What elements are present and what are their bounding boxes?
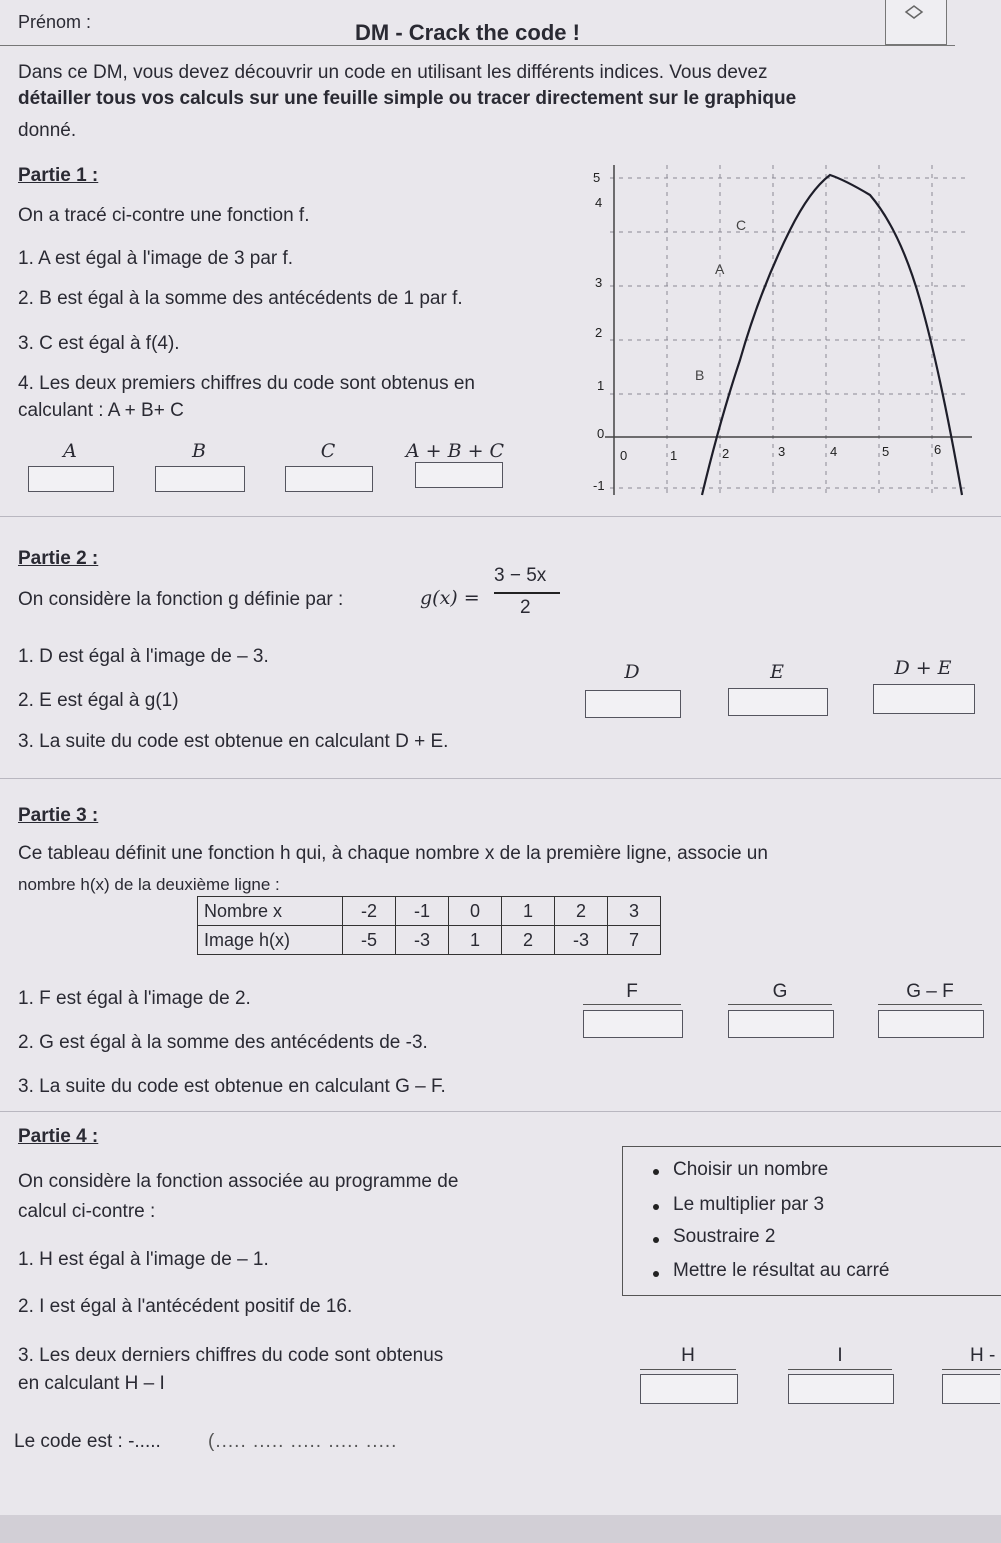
answer-box-h[interactable]	[640, 1374, 738, 1404]
code-blanks[interactable]: (..... ..... ..... ..... .....	[208, 1431, 398, 1452]
handwritten-point-labels	[695, 217, 746, 383]
label-underline-g	[728, 1004, 832, 1005]
answer-box-h-minus-i[interactable]	[942, 1374, 1000, 1404]
box-label-g-minus-f: G – F	[906, 981, 954, 1002]
part3-heading: Partie 3 :	[18, 805, 99, 826]
prenom-label: Prénom :	[18, 12, 92, 32]
part4-q3-line2: en calculant H – I	[18, 1373, 165, 1394]
table-cell: -5	[343, 926, 396, 955]
x-tick-labels	[620, 442, 941, 463]
x-tick-4: 4	[830, 444, 838, 459]
x-tick-6: 6	[934, 442, 942, 457]
section-divider-1	[0, 516, 1001, 517]
part3-statement-line2: nombre h(x) de la deuxième ligne :	[18, 875, 280, 894]
answer-box-g[interactable]	[728, 1010, 834, 1038]
table-row	[198, 926, 661, 955]
y-tick-neg1: -1	[593, 478, 605, 493]
program-step-2: Le multiplier par 3	[673, 1194, 825, 1215]
part4-statement-line2: calcul ci-contre :	[18, 1201, 156, 1222]
part2-q2: 2. E est égal à g(1)	[18, 690, 179, 711]
answer-box-d-plus-e[interactable]	[873, 684, 975, 714]
part1-q3: 3. C est égal à f(4).	[18, 333, 180, 354]
table-cell: -2	[343, 897, 396, 926]
part2-heading: Partie 2 :	[18, 548, 99, 569]
part2-q3: 3. La suite du code est obtenue en calculant D + E.	[18, 731, 449, 752]
table-cell: 7	[608, 926, 661, 955]
y-tick-0: 0	[597, 426, 605, 441]
section-divider-2	[0, 778, 1001, 779]
box-label-h-minus-i: H -	[970, 1345, 996, 1366]
calculation-program-box	[622, 1146, 1001, 1296]
table-cell: 2	[502, 926, 555, 955]
function-f-graph[interactable]	[560, 150, 980, 510]
part2-statement: On considère la fonction g définie par :	[18, 589, 344, 610]
program-step-4: Mettre le résultat au carré	[673, 1260, 890, 1281]
intro-line-1: Dans ce DM, vous devez découvrir un code en utilisant les différents indices. Vous devez	[18, 62, 768, 83]
x-tick-5: 5	[882, 444, 890, 459]
part1-q2: 2. B est égal à la somme des antécédents de 1 par f.	[18, 288, 463, 309]
answer-box-f[interactable]	[583, 1010, 683, 1038]
formula-denominator: 2	[520, 597, 531, 618]
part2-q1: 1. D est égal à l'image de – 3.	[18, 646, 269, 667]
box-label-f: F	[626, 981, 638, 1002]
x-tick-1: 1	[670, 448, 678, 463]
answer-box-g-minus-f[interactable]	[878, 1010, 984, 1038]
bullet	[653, 1237, 659, 1243]
part1-q4-line1: 4. Les deux premiers chiffres du code sont obtenus en	[18, 373, 475, 394]
code-label: Le code est : -.....	[14, 1431, 161, 1452]
table-cell-header: Nombre x	[198, 897, 343, 926]
y-tick-labels	[593, 170, 605, 493]
table-cell: -3	[396, 926, 449, 955]
x-tick-0: 0	[620, 448, 628, 463]
table-cell: 1	[502, 897, 555, 926]
page-bottom-shadow	[0, 1515, 1001, 1543]
graph-grid	[610, 165, 970, 495]
table-cell: -3	[555, 926, 608, 955]
function-h-table	[197, 896, 661, 955]
answer-box-abc[interactable]	[415, 462, 503, 488]
label-underline-h-minus-i	[942, 1369, 1001, 1370]
corner-logo	[885, 0, 947, 45]
formula-lhs: g(x) =	[420, 587, 480, 609]
label-underline-i	[788, 1369, 892, 1370]
part1-q4-line2: calculant : A + B+ C	[18, 400, 184, 421]
program-step-1: Choisir un nombre	[673, 1159, 829, 1180]
table-row	[198, 897, 661, 926]
part3-q2: 2. G est égal à la somme des antécédents de -3.	[18, 1032, 428, 1053]
point-label-b: B	[695, 367, 705, 383]
intro-line-2: détailler tous vos calculs sur une feuille simple ou tracer directement sur le graphique	[18, 88, 797, 109]
formula-numerator: 3 − 5x	[494, 565, 547, 586]
header-divider	[0, 45, 955, 46]
answer-box-a[interactable]	[28, 466, 114, 492]
point-label-c: C	[736, 217, 747, 233]
x-tick-3: 3	[778, 444, 786, 459]
page-title: DM - Crack the code !	[355, 20, 580, 45]
box-label-abc: A + B + C	[405, 440, 505, 462]
program-step-3: Soustraire 2	[673, 1226, 776, 1247]
y-tick-4: 4	[595, 195, 603, 210]
label-underline-h	[640, 1369, 736, 1370]
box-label-e: E	[770, 661, 784, 683]
box-label-h: H	[681, 1345, 695, 1366]
part1-heading: Partie 1 :	[18, 165, 99, 186]
part4-heading: Partie 4 :	[18, 1126, 99, 1147]
part4-q3-line1: 3. Les deux derniers chiffres du code sont obtenus	[18, 1345, 444, 1366]
label-underline-f	[583, 1004, 681, 1005]
table-cell: 0	[449, 897, 502, 926]
x-tick-2: 2	[722, 446, 730, 461]
part3-statement-line1: Ce tableau définit une fonction h qui, à chaque nombre x de la première ligne, associe un	[18, 843, 768, 864]
part4-q1: 1. H est égal à l'image de – 1.	[18, 1249, 269, 1270]
table-cell: 3	[608, 897, 661, 926]
part3-q3: 3. La suite du code est obtenue en calculant G – F.	[18, 1076, 446, 1097]
bullet	[653, 1204, 659, 1210]
box-label-g: G	[772, 981, 788, 1002]
y-tick-1: 1	[597, 378, 605, 393]
label-underline-g-minus-f	[878, 1004, 982, 1005]
box-label-a: A	[63, 440, 77, 462]
fraction-bar	[494, 592, 560, 594]
answer-box-e[interactable]	[728, 688, 828, 716]
section-divider-3	[0, 1111, 1001, 1112]
table-cell: 2	[555, 897, 608, 926]
bullet	[653, 1271, 659, 1277]
diamond-icon	[886, 0, 946, 40]
y-tick-3: 3	[595, 275, 603, 290]
bullet	[653, 1169, 659, 1175]
answer-box-i[interactable]	[788, 1374, 894, 1404]
y-tick-5: 5	[593, 170, 601, 185]
intro-line-3: donné.	[18, 120, 77, 141]
answer-box-c[interactable]	[285, 466, 373, 492]
box-label-c: C	[320, 440, 336, 462]
table-cell-header: Image h(x)	[198, 926, 343, 955]
part4-statement-line1: On considère la fonction associée au programme de	[18, 1171, 459, 1192]
part1-q1: 1. A est égal à l'image de 3 par f.	[18, 248, 294, 269]
box-label-d-plus-e: D + E	[894, 657, 952, 679]
answer-box-b[interactable]	[155, 466, 245, 492]
box-label-i: I	[837, 1345, 843, 1366]
part3-q1: 1. F est égal à l'image de 2.	[18, 988, 251, 1009]
table-cell: -1	[396, 897, 449, 926]
part1-statement: On a tracé ci-contre une fonction f.	[18, 205, 310, 226]
part4-q2: 2. I est égal à l'antécédent positif de 16.	[18, 1296, 353, 1317]
answer-box-d[interactable]	[585, 690, 681, 718]
y-tick-2: 2	[595, 325, 603, 340]
point-label-a: A	[715, 261, 725, 277]
box-label-b: B	[192, 440, 206, 462]
box-label-d: D	[624, 661, 640, 683]
table-cell: 1	[449, 926, 502, 955]
